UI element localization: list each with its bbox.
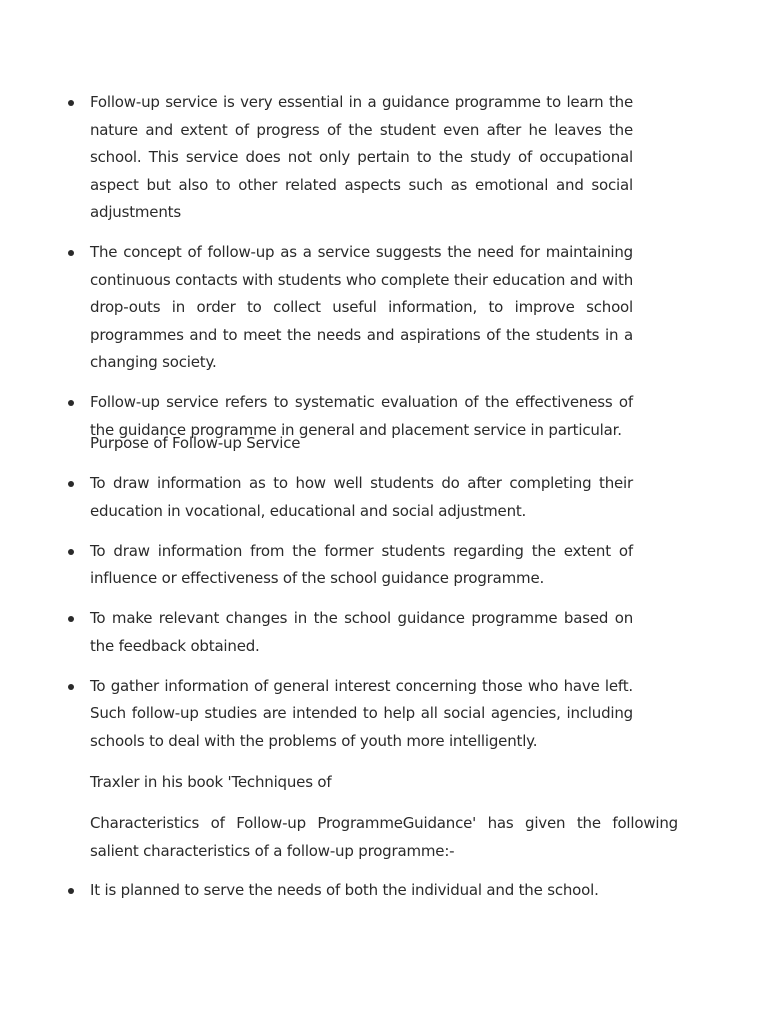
list-item [45,89,633,227]
intro-bullet-list [90,89,678,444]
purpose-heading: Purpose of Follow-up Service [90,434,301,452]
intro-section [90,89,678,457]
purpose-bullet-text: To gather information of general interest concerning those who have left. Such follow-up studies are intended to help all social agencies, including schools to deal with the problems of youth more intelligently. [90,676,633,750]
bullet-icon [68,888,74,894]
intro-bullet-text: Follow-up service refers to systematic evaluation of the effectiveness of the guidance programme in general and placement service in particular. [90,393,633,439]
bullet-icon [68,250,74,256]
bullet-icon [68,549,74,555]
list-item [45,877,633,905]
purpose-bullet-text: To make relevant changes in the school guidance programme based on the feedback obtained. [90,609,633,655]
bullet-icon [68,616,74,622]
bullet-icon [68,400,74,406]
bullet-icon [68,481,74,487]
traxler-heading: Traxler in his book 'Techniques of [90,773,332,791]
list-item [45,538,633,593]
purpose-bullet-text: To draw information as to how well students do after completing their education in vocational, educational and social adjustment. [90,474,633,520]
list-item [45,470,633,525]
characteristics-bullet-text: It is planned to serve the needs of both the individual and the school. [90,881,599,899]
purpose-section [90,470,678,768]
characteristics-section [90,877,678,917]
purpose-bullet-text: To draw information from the former students regarding the extent of influence or effectiveness of the school guidance programme. [90,541,633,587]
characteristics-bullet-list [90,877,678,905]
intro-bullet-text: The concept of follow-up as a service suggests the need for maintaining continuous contacts with students who complete their education and with drop-outs in order to collect useful information, to improve school programmes and to meet the needs and aspirations of the students in a changing society. [90,243,633,371]
bullet-icon [68,684,74,690]
list-item [45,605,633,660]
characteristics-paragraph: Characteristics of Follow-up ProgrammeGuidance' has given the following salient characteristics of a follow-up programme:- [90,814,678,860]
list-item [45,673,633,756]
intro-bullet-text: Follow-up service is very essential in a guidance programme to learn the nature and extent of progress of the student even after he leaves the school. This service does not only pertain to the study of occupational aspect but also to other related aspects such as emotional and social adjustments [90,93,633,221]
bullet-icon [68,100,74,106]
purpose-bullet-list [90,470,678,755]
list-item [45,239,633,377]
